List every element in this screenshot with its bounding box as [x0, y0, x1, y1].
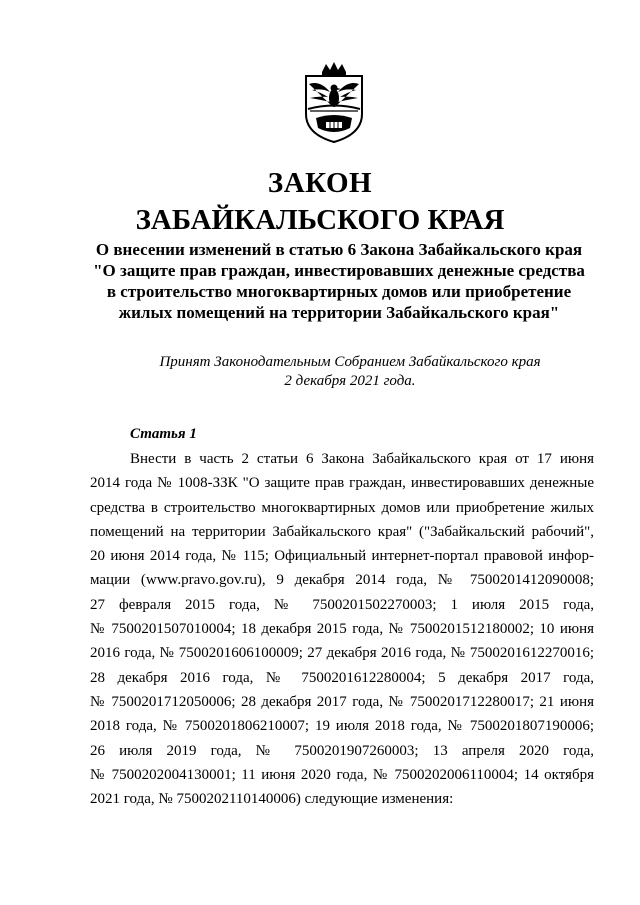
body-line: № 7500201507010004; 18 декабря 2015 года, № 7500201512180002; 10 июня	[90, 621, 594, 638]
body-line: помещений на территории Забайкальского края" ("Забайкальский рабочий",	[90, 523, 594, 540]
document-type-title: ЗАКОН	[267, 167, 373, 199]
body-line: 27 февраля 2015 года, № 7500201502270003; 1 июля 2015 года,	[90, 596, 594, 613]
body-line: Внести в часть 2 статьи 6 Закона Забайкальского края от 17 июня	[130, 451, 594, 467]
subtitle-line: "О защите прав граждан, инвестировавших денежные средства	[93, 261, 585, 280]
body-line: 20 июня 2014 года, № 115; Официальный интернет-портал правовой инфор-	[90, 548, 594, 565]
body-line: № 7500202004130001; 11 июня 2020 года, № 7500202006110004; 14 октября	[90, 766, 594, 783]
body-line: мации (www.pravo.gov.ru), 9 декабря 2014 года, № 7500201412090008;	[90, 572, 594, 589]
body-line: 2018 года, № 7500201806210007; 19 июля 2018 года, № 7500201807190006;	[90, 718, 594, 735]
body-line: 2014 года № 1008-ЗЗК "О защите прав граждан, инвестировавших денежные	[90, 475, 594, 492]
body-line: средства в строительство многоквартирных домов или приобретение жилых	[90, 499, 594, 516]
body-line: 2016 года, № 7500201606100009; 27 декабря 2016 года, № 7500201612270016;	[90, 645, 594, 662]
body-line: 26 июля 2019 года, № 7500201907260003; 13 апреля 2020 года,	[90, 742, 594, 759]
body-line: 2021 года, № 7500202110140006) следующие изменения:	[90, 791, 454, 808]
adoption-body-line: Принят Законодательным Собранием Забайкальского края	[159, 354, 541, 370]
law-subject-heading	[80, 239, 598, 323]
adoption-date-line: 2 декабря 2021 года.	[284, 373, 416, 389]
subtitle-line: жилых помещений на территории Забайкальского края"	[118, 303, 560, 322]
subtitle-line: в строительство многоквартирных домов или приобретение	[106, 282, 572, 301]
coat-of-arms-emblem	[300, 62, 368, 144]
body-line: № 7500201712050006; 28 декабря 2017 года, № 7500201712280017; 21 июня	[90, 693, 594, 710]
subtitle-line: О внесении изменений в статью 6 Закона Забайкальского края	[95, 240, 583, 259]
region-title: ЗАБАЙКАЛЬСКОГО КРАЯ	[135, 204, 505, 236]
body-line: 28 декабря 2016 года, № 7500201612280004; 5 декабря 2017 года,	[90, 669, 594, 686]
article-body	[90, 447, 594, 811]
adoption-note	[110, 353, 590, 391]
article-heading: Статья 1	[130, 426, 197, 442]
